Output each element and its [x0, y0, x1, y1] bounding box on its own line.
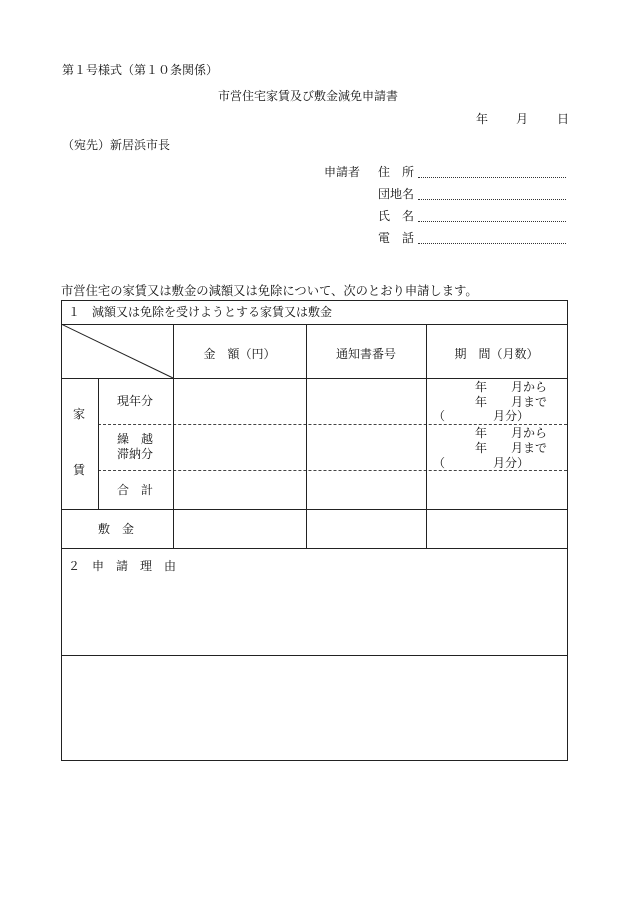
section2-title: ２ 申 請 理 由 — [68, 559, 177, 573]
addressee: （宛先）新居浜市長 — [62, 138, 171, 152]
date-day-label: 日 — [557, 112, 570, 126]
row-current-label: 現年分 — [117, 394, 154, 408]
phone-field[interactable] — [418, 243, 566, 244]
carry-period-from: 年 月から — [475, 426, 548, 440]
carry-period-to: 年 月まで — [475, 441, 548, 455]
current-period-to: 年 月まで — [475, 395, 548, 409]
date-year-label: 年 — [476, 112, 489, 126]
row-deposit-label: 敷 金 — [98, 522, 135, 536]
rent-label-bottom: 賃 — [73, 463, 86, 477]
phone-label: 電 話 — [378, 231, 415, 245]
header-diagonal — [61, 324, 174, 379]
document-title: 市営住宅家賃及び敷金減免申請書 — [218, 89, 399, 103]
col-amount-header: 金 額（円） — [203, 347, 276, 361]
rent-label-top: 家 — [73, 407, 86, 421]
name-field[interactable] — [418, 221, 566, 222]
row-carry-label-2: 滞納分 — [117, 447, 154, 461]
current-period-months: （ 月分） — [433, 409, 530, 423]
complex-field[interactable] — [418, 199, 566, 200]
current-period-from: 年 月から — [475, 380, 548, 394]
carry-period-months: （ 月分） — [433, 456, 530, 470]
col-period-header: 期 間（月数） — [454, 347, 539, 361]
form-number: 第１号様式（第１０条関係） — [62, 63, 219, 77]
name-label: 氏 名 — [378, 209, 415, 223]
complex-label: 団地名 — [378, 187, 415, 201]
row-total-label: 合 計 — [117, 483, 154, 497]
intro-text: 市営住宅の家賃又は敷金の減額又は免除について、次のとおり申請します。 — [61, 284, 478, 298]
address-field[interactable] — [418, 177, 566, 178]
reason-input-area[interactable] — [62, 575, 567, 655]
col-notice-header: 通知書番号 — [335, 347, 396, 361]
address-label: 住 所 — [378, 165, 415, 179]
section1-title: １ 減額又は免除を受けようとする家賃又は敷金 — [68, 305, 333, 319]
remarks-area[interactable] — [62, 656, 567, 760]
applicant-label: 申請者 — [324, 165, 361, 179]
date-month-label: 月 — [516, 112, 529, 126]
row-carry-label-1: 繰 越 — [117, 432, 154, 446]
